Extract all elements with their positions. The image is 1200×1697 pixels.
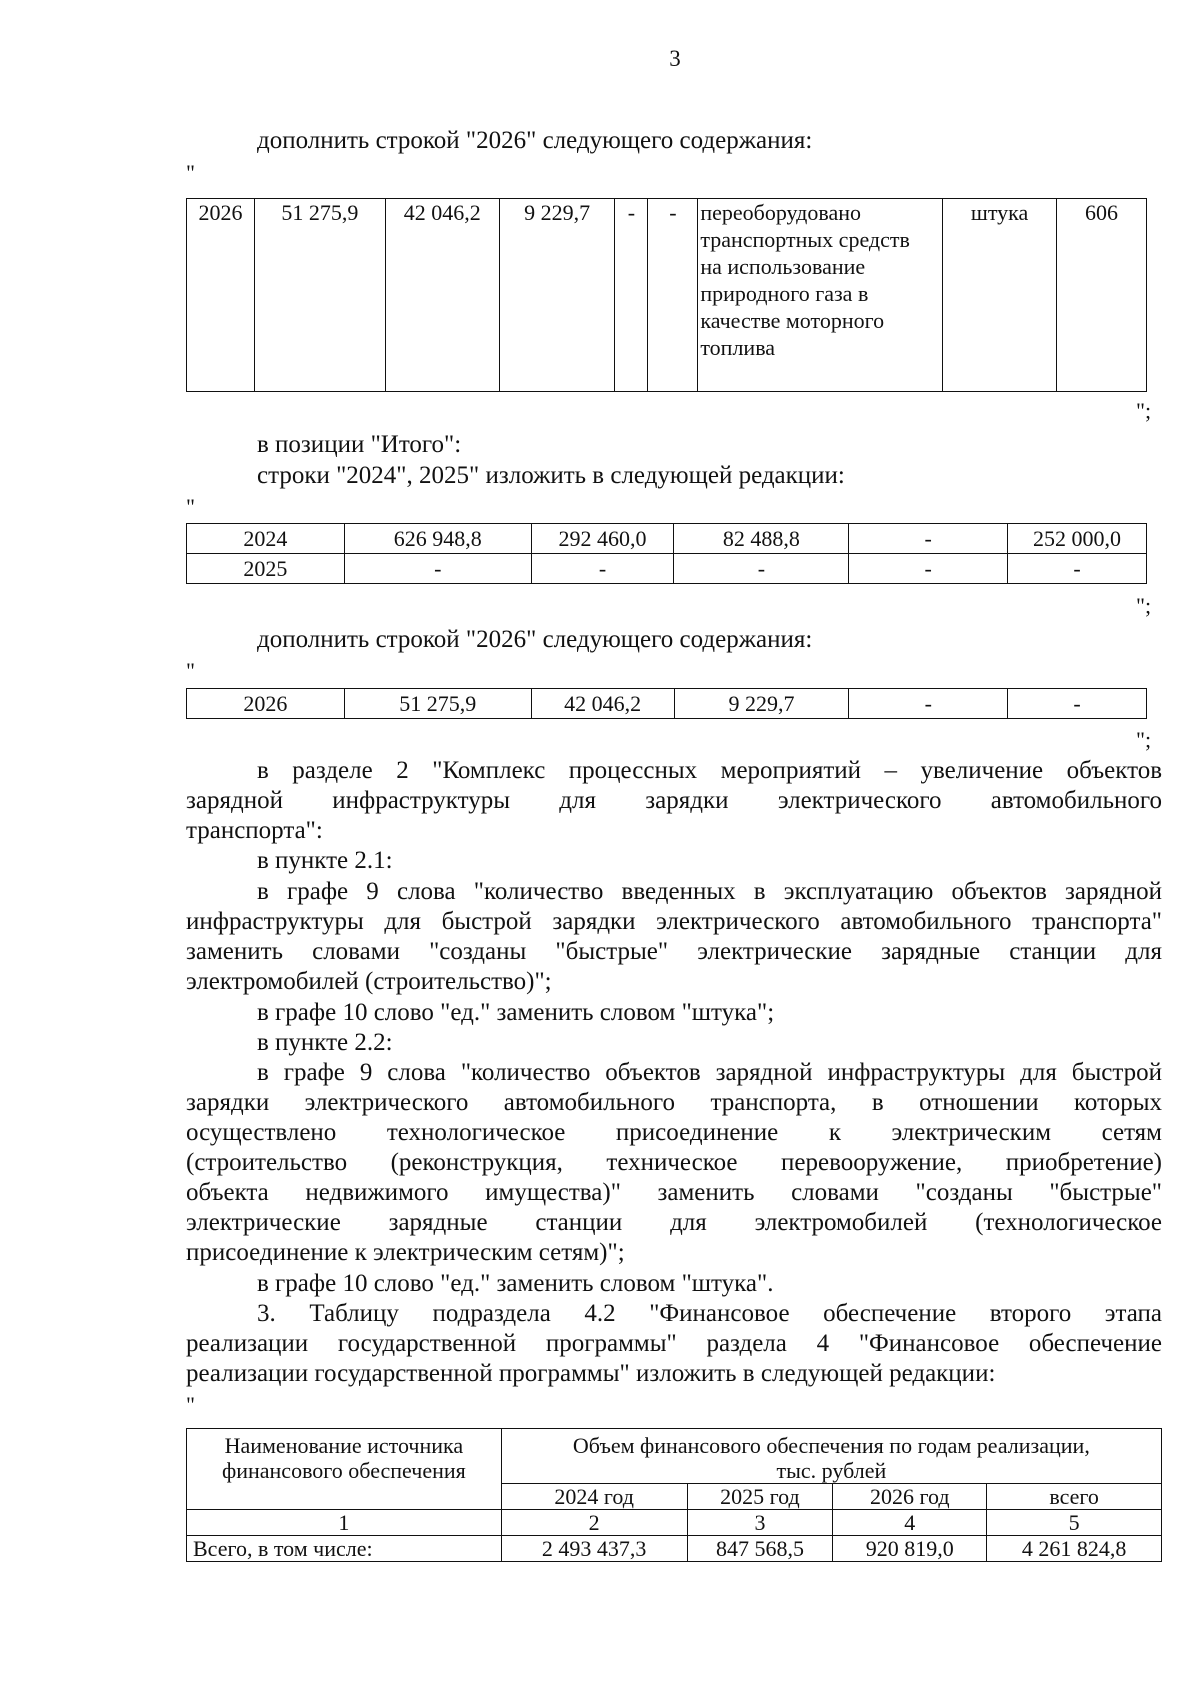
header-year: 2026 год <box>833 1484 987 1510</box>
cell-value: 847 568,5 <box>687 1536 833 1562</box>
text-line: в графе 9 слова "количество введенных в эксплуатацию объектов зарядной <box>257 878 1162 905</box>
text-line: 3. Таблицу подраздела 4.2 "Финансовое обеспечение второго этапа <box>257 1300 1162 1327</box>
cell-year: 2026 <box>187 689 345 719</box>
text-line: реализации государственной программы" изложить в следующей редакции: <box>186 1360 996 1387</box>
cell-value: 42 046,2 <box>531 689 674 719</box>
col-number: 3 <box>687 1510 833 1536</box>
header-volume: Объем финансового обеспечения по годам реализации, тыс. рублей <box>501 1429 1161 1484</box>
cell-value: - <box>344 554 531 584</box>
table-itogo-2026 <box>186 688 1147 719</box>
cell-source-name: Всего, в том числе: <box>187 1536 502 1562</box>
close-quote: "; <box>1136 593 1152 618</box>
table-row <box>187 524 1147 554</box>
text-line: реализации государственной программы" раздела 4 "Финансовое обеспечение <box>186 1330 1162 1357</box>
open-quote: " <box>186 658 195 683</box>
page-number: 3 <box>669 46 681 71</box>
text-line: в пункте 2.2: <box>257 1029 393 1056</box>
cell-value: 42 046,2 <box>385 199 499 392</box>
header-year: 2025 год <box>687 1484 833 1510</box>
text-line: инфраструктуры для быстрой зарядки электрического автомобильного транспорта" <box>186 908 1162 935</box>
text-line: в графе 10 слово "ед." заменить словом "штука". <box>257 1270 774 1297</box>
col-number: 1 <box>187 1510 502 1536</box>
col-number: 2 <box>501 1510 687 1536</box>
header-year: 2024 год <box>501 1484 687 1510</box>
cell-year: 2025 <box>187 554 345 584</box>
cell-value: 920 819,0 <box>833 1536 987 1562</box>
text-line: (строительство (реконструкция, техническое перевооружение, приобретение) <box>186 1149 1162 1176</box>
cell-value: - <box>1008 689 1147 719</box>
table-row <box>187 689 1147 719</box>
text-line: транспорта": <box>186 817 323 844</box>
text-line: зарядной инфраструктуры для зарядки электрического автомобильного <box>186 787 1162 814</box>
cell-value: 9 229,7 <box>499 199 615 392</box>
text-line: в разделе 2 "Комплекс процессных мероприятий – увеличение объектов <box>257 757 1162 784</box>
table-row <box>187 1536 1162 1562</box>
cell-value: 82 488,8 <box>674 524 849 554</box>
cell-value: 626 948,8 <box>344 524 531 554</box>
text-line: в графе 10 слово "ед." заменить словом "штука"; <box>257 999 775 1026</box>
instruction-rows-2024-2025: строки "2024", 2025" изложить в следующей редакции: <box>257 462 845 489</box>
instruction-itogo: в позиции "Итого": <box>257 431 462 458</box>
table-row <box>187 554 1147 584</box>
table-transport-row <box>186 198 1147 392</box>
cell-value: 2 493 437,3 <box>501 1536 687 1562</box>
col-number: 5 <box>987 1510 1162 1536</box>
text-line: электромобилей (строительство)"; <box>186 968 552 995</box>
cell-value: - <box>849 524 1008 554</box>
cell-value: 51 275,9 <box>344 689 531 719</box>
cell-year: 2026 <box>187 199 255 392</box>
table-row <box>187 1510 1162 1536</box>
cell-value: - <box>849 689 1008 719</box>
close-quote: "; <box>1136 727 1152 752</box>
table-header-row <box>187 1429 1162 1484</box>
text-line: объекта недвижимого имущества)" заменить словами "созданы "быстрые" <box>186 1179 1162 1206</box>
text-line: присоединение к электрическим сетям)"; <box>186 1239 625 1266</box>
table-itogo-2024-2025 <box>186 523 1147 584</box>
cell-value: 4 261 824,8 <box>987 1536 1162 1562</box>
table-finance <box>186 1428 1162 1562</box>
open-quote: " <box>186 1392 195 1417</box>
text-line: в пункте 2.1: <box>257 847 393 874</box>
cell-unit: штука <box>943 199 1057 392</box>
cell-value: - <box>648 199 698 392</box>
close-quote: "; <box>1136 398 1152 423</box>
header-total: всего <box>987 1484 1162 1510</box>
open-quote: " <box>186 160 195 185</box>
text-line: осуществлено технологическое присоединение к электрическим сетям <box>186 1119 1162 1146</box>
cell-value: - <box>1008 554 1147 584</box>
cell-value: - <box>674 554 849 584</box>
table-row <box>187 199 1147 392</box>
instruction-add-row-2026: дополнить строкой "2026" следующего содержания: <box>257 127 813 154</box>
cell-value: 292 460,0 <box>531 524 674 554</box>
cell-value: - <box>615 199 648 392</box>
cell-value: 252 000,0 <box>1008 524 1147 554</box>
col-number: 4 <box>833 1510 987 1536</box>
text-line: электрические зарядные станции для электромобилей (технологическое <box>186 1209 1162 1236</box>
cell-year: 2024 <box>187 524 345 554</box>
open-quote: " <box>186 494 195 519</box>
cell-quantity: 606 <box>1057 199 1147 392</box>
cell-value: - <box>849 554 1008 584</box>
text-line: зарядки электрического автомобильного транспорта, в отношении которых <box>186 1089 1162 1116</box>
text-line: заменить словами "созданы "быстрые" электрические зарядные станции для <box>186 938 1162 965</box>
cell-indicator: переоборудовано транспортных средств на использование природного газа в качестве моторного топлива <box>698 199 943 392</box>
text-line: в графе 9 слова "количество объектов зарядной инфраструктуры для быстрой <box>257 1059 1162 1086</box>
cell-value: - <box>531 554 674 584</box>
header-source: Наименование источника финансового обеспечения <box>187 1429 502 1510</box>
instruction-add-row-2026: дополнить строкой "2026" следующего содержания: <box>257 626 813 653</box>
cell-value: 9 229,7 <box>674 689 849 719</box>
cell-total: 51 275,9 <box>254 199 385 392</box>
